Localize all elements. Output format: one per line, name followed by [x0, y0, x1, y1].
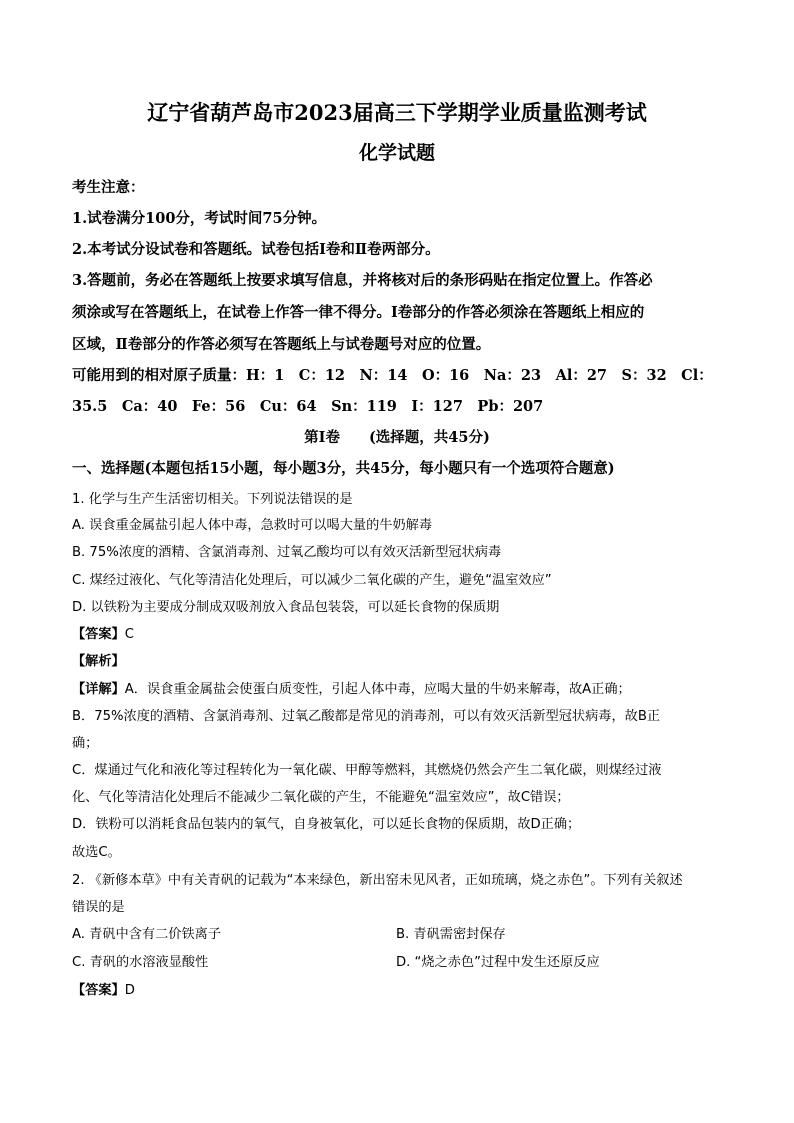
answer-value: D [124, 983, 135, 998]
notice-heading: 考生注意： [72, 179, 145, 196]
detail-label: 【详解】 [72, 682, 125, 697]
notice-item: 3.答题前，务必在答题纸上按要求填写信息，并将核对后的条形码贴在指定位置上。作答必 [72, 272, 653, 289]
atomic-masses: 可能用到的相对原子质量：H：1 C：12 N：14 O：16 Na：23 Al：27 S：32 Cl： [72, 367, 713, 384]
analysis-label: 【解析】 [72, 654, 125, 669]
part-heading: 一、选择题(本题包括15小题，每小题3分，共45分，每小题只有一个选项符合题意) [72, 460, 615, 477]
detail-line: B．75%浓度的酒精、含氯消毒剂、过氧乙酸都是常见的消毒剂，可以有效灭活新型冠状病毒，故B正 [72, 709, 661, 724]
notice-item: 区域，Ⅱ卷部分的作答必须写在答题纸上与试卷题号对应的位置。 [72, 336, 491, 353]
answer-line [72, 628, 134, 641]
answer-value: C [124, 627, 134, 642]
detail-line: 确； [72, 736, 99, 751]
notice-item: 2.本考试分设试卷和答题纸。试卷包括I卷和Ⅱ卷两部分。 [72, 241, 440, 258]
answer-label: 【答案】 [72, 627, 125, 642]
exam-subtitle: 化学试题 [358, 142, 435, 164]
section-heading: 第I卷 (选择题，共45分) [304, 429, 490, 446]
question-stem: 错误的是 [72, 900, 125, 915]
option-d: D. “烧之赤色”过程中发生还原反应 [396, 955, 600, 970]
answer-line [72, 984, 135, 997]
option-d: D. 以铁粉为主要成分制成双吸剂放入食品包装袋，可以延长食物的保质期 [72, 600, 500, 615]
detail-line: 故选C。 [72, 845, 121, 860]
detail-line: 化、气化等清洁化处理后不能减少二氧化碳的产生，不能避免“温室效应”，故C错误； [72, 790, 570, 805]
option-c: C. 青矾的水溶液显酸性 [72, 955, 209, 970]
detail-line: D．铁粉可以消耗食品包装内的氧气，自身被氧化，可以延长食物的保质期，故D正确； [72, 817, 581, 832]
option-a: A. 误食重金属盐引起人体中毒，急救时可以喝大量的牛奶解毒 [72, 518, 433, 533]
option-b: B. 75%浓度的酒精、含氯消毒剂、过氧乙酸均可以有效灭活新型冠状病毒 [72, 545, 502, 560]
detail-line: C．煤通过气化和液化等过程转化为一氧化碳、甲醇等燃料，其燃烧仍然会产生二氧化碳，则煤经过液 [72, 763, 662, 778]
answer-label: 【答案】 [72, 983, 125, 998]
question-stem: 1. 化学与生产生活密切相关。下列说法错误的是 [72, 492, 353, 507]
option-b: B. 青矾需密封保存 [396, 927, 506, 942]
detail-text: A．误食重金属盐会使蛋白质变性，引起人体中毒，应喝大量的牛奶来解毒，故A正确； [124, 682, 631, 697]
notice-item: 须涂或写在答题纸上，在试卷上作答一律不得分。I卷部分的作答必须涂在答题纸上相应的 [72, 304, 645, 321]
question-stem: 2. 《新修本草》中有关青矾的记载为“本来绿色，新出窑未见风者，正如琉璃，烧之赤色”。下列有关叙述 [72, 873, 683, 888]
detail-line [72, 683, 631, 696]
exam-title: 辽宁省葫芦岛市2023届高三下学期学业质量监测考试 [147, 100, 647, 125]
option-a: A. 青矾中含有二价铁离子 [72, 927, 222, 942]
option-c: C. 煤经过液化、气化等清洁化处理后，可以减少二氧化碳的产生，避免“温室效应” [72, 573, 552, 588]
atomic-masses: 35.5 Ca：40 Fe：56 Cu：64 Sn：119 I：127 Pb：207 [72, 398, 544, 415]
notice-item: 1.试卷满分100分，考试时间75分钟。 [72, 210, 327, 227]
